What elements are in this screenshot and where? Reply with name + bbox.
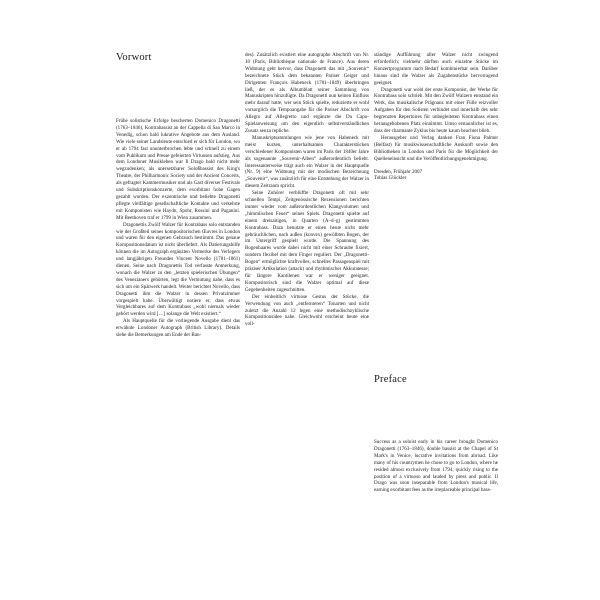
vorwort-column-1 bbox=[116, 118, 240, 339]
paragraph: Dragonettis Zwölf Walzer für Kontrabass solo entstanden wie der Großteil seines kompositorischen Œuvres in London und waren für den eigenen Gebrauch bestimmt. Das genaue Kompositionsdatum ist nicht überliefert. Als Datierungshilfe können die im Autograph ergänzten Vermerke des Verlegers und langjährigen Freundes Vincent Novello (1781–1861) dienen. Seine nach Dragonettis Tod verfasste Anmerkung, wonach die Walzer zu den „letzten spielerischen Übungen“ des Venezianers gehörten, legt die Vermutung nahe, dass es sich um ein Spätwerk handelt. Weiter berichtet Novello, dass Dragonetti ihm die Walzer in dessen Privatzimmer vorgespielt habe. Überwältigt notiere er, dass etwas Vergleichbares auf dem Kontrabass „wohl niemals wieder gehört werden wird […] solange die Welt existiert.“ bbox=[116, 221, 240, 318]
paragraph: Als Hauptquelle für die vorliegende Ausgabe dient das erwähnte Londoner Autograph (British Library). Details siehe die Bemerkungen am Ende der Ban- bbox=[116, 318, 240, 339]
vorwort-column-2 bbox=[245, 52, 369, 328]
preface-column bbox=[374, 439, 498, 494]
paragraph: Manuskriptsammlungen wie jene von Habeneck mit meist kurzen, unterhaltsamen Charakterstücken verschiedener Komponisten waren im Paris der 1840er Jahre als sogenannte „Souvenir-Alben“ außerordentlich beliebt. Interessanterweise trägt auch ein Walzer in der Hauptquelle (Nr. 9) eine Widmung mit der modischen Bezeichnung „Souvenir“, was zusätzlich für eine Entstehung der Walzer in diesem Zeitraum spricht. bbox=[245, 134, 369, 190]
signature bbox=[374, 169, 498, 183]
paragraph: Herausgeber und Verlag danken Fran Fiona Palmer (Belfast) für musikwissenschaftliche Auskunft sowie den Bibliotheken in London und Paris für die Möglichkeit der Quelleneinsicht und die Veröffentlichungsgenehmigung. bbox=[374, 134, 498, 162]
paragraph: Seine Zuhörer verblüffte Dragonetti oft mit sehr schnellen Tempi, Zeitgenössische Rezensionen berichten immer wieder vom außerordentlichen Klangvolumen und „himmlischen Feuer“ seines Spiels. Dragonetti spielte auf einem dreisaitigen, in Quarten (A–d–g) gestimmten Kontrabass. Dazu benutzte er einen heute nicht mehr gebräuchlichen, nach außen (konvex) gewölbten Bogen, der im Untergriff gespielt wurde. Die Spannung des Bogenhaares wurde dabei nicht mit einer Schraube fixiert, sondern flexibel mit dem Finger reguliert. Der „Dragonetti-Bogen“ ermöglichte kraftvolles, schnelles Passagenspiel mit präziser Artikulation (attack) und rhythmischer Akkuratesse; für längere Kantilenen war er weniger geeignet. Kompositorisch sind die Walzer optimal auf diese Gegebenheiten zugeschnitten. bbox=[245, 190, 369, 293]
paragraph: des). Zusätzlich existiert eine autographe Abschrift von Nr. 10 (Paris, Bibliothèque nationale de France). Aus deren Widmung geht hervor, dass Dragonetti das mit „Souvenir“ bezeichnete Stück dem bekannten Pariser Geiger und Dirigenten François Habeneck (1781–1849) überbringen ließ, der es als Albumblatt seiner Sammlung von Manuskripten hinzufügte. Da Dragonetti nun keinen Einfluss mehr darauf hatte, wer sein Stück spielte, reduzierte er wohl vorsorglich die Tempoangabe für die Pariser Abschrift von Allegro auf Allegretto und ergänzte die Da Capo-Spielanweisung um den eigentlich selbstverständlichen Zusatz senza repliche. bbox=[245, 52, 369, 134]
vorwort-heading: Vorwort bbox=[116, 52, 152, 63]
paragraph: Success as a soloist early in his career brought Domenico Dragonetti (1763–1846), double bassist at the Chapel of St Mark's in Venice, lucrative invitations from abroad. Like many of his countrymen he chose to go to London, where he resided almost exclusively from 1794, quickly rising to the position of a virtuoso and lauded by press and public. Il Drago was soon inseparable from London's musical life, earning exorbitant fees as the irreplaceable principal bass- bbox=[374, 439, 498, 494]
signature-place: Dresden, Frühjahr 2007 bbox=[374, 168, 423, 175]
paragraph: Dragonetti war wohl der erste Komponist, der Werke für Kontrabass solo schrieb. Mit den Zwölf Walzern entstand ein Werk, das musikalische Prägnanz mit einer Fülle reizvoller Aufgaben für den Solisten verbindet und innerhalb des sehr begrenzten Repertoires für unbegleiteten Kontrabass einen herausgehobenen Platz einnimmt. Umso erstaunlicher ist es, dass der charmante Zyklus bis heute kaum beachtet blieb. bbox=[374, 86, 498, 134]
paragraph: Frühe solistische Erfolge bescherten Domenico Dragonetti (1763–1846), Kontrabassist an der Cappella di San Marco in Venedig, schon bald lukrative Angebote aus dem Ausland. Wie viele seiner Landsleute entschied er sich für London, wo er ab 1794 fast ununterbrochen lebte und schnell zu einem vom Publikum und Presse gefeierten Virtuosen aufstieg. Aus dem Londoner Musikleben war Il Drago bald nicht mehr wegzudenken; als unersetzbarer Soloßbassist des King's Theatre, der Philharmonic Society und der Ancient Concerts, als gefragter Kammermusiker und als Gast diverser Festivals und Subskriptionskonzerte, dem exorbitant hohe Gagen gezahlt wurden. Der exzentrische und beliebte Dragonetti pflegte vielfältige gesellschaftliche Kontakte und verkehrte mit Komponisten wie Haydn, Spohr, Rossini und Paganini. Mit Beethoven traf er 1799 in Wien zusammen. bbox=[116, 118, 240, 221]
vorwort-column-3 bbox=[374, 52, 498, 182]
paragraph: Der einheitlich virtuose Gestus der Stücke, die Verwendung von auch „entfernteren“ Tonarten und nicht zuletzt die Anzahl 12 legen eine methodischzyklische Kompositionsidee nahe. Gleichwohl erscheint heute eine voll- bbox=[245, 293, 369, 328]
paragraph: ständige Aufführung aller Walzer nicht zwingend erforderlich; vielmehr dürften auch einzelne Stücke im Konzertprogramm nach Bedarf kombinierbar sein. Darüber hinaus sind die Walzer als Zugabenstücke hervorragend geeignet. bbox=[374, 52, 498, 86]
signature-name: Tobias Glöckler bbox=[374, 175, 407, 182]
preface-heading: Preface bbox=[374, 374, 407, 385]
